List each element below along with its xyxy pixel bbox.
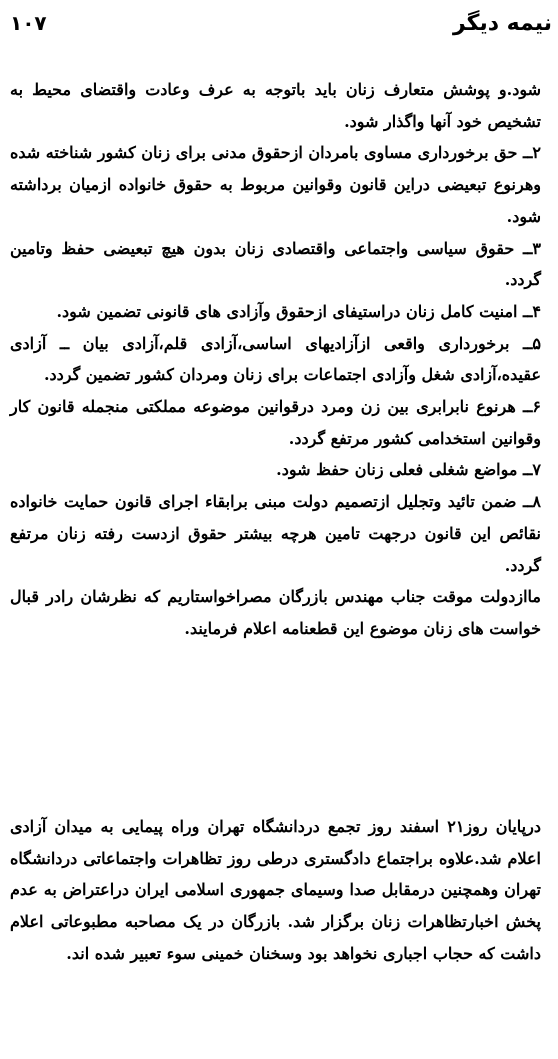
resolution-closing-paragraph: ماازدولت موقت جناب مهندس بازرگان مصراخواستاریم که نظرشان رادر قبال خواست های زنان موضوع این قطعنامه اعلام فرمایند.	[10, 587, 541, 638]
resolution-item-2: ۲ــ حق برخورداری مساوی بامردان ازحقوق مدنی برای زنان کشور شناخته شده وهرنوع تبعیضی دراین قانون وقوانین مربوط به حقوق خانواده ازمیان برداشته شود.	[10, 143, 541, 226]
resolution-item-6: ۶ــ هرنوع نابرابری بین زن ومرد درقوانین موضوعه مملکتی منجمله قانون کار وقوانین استخدامی کشور مرتفع گردد.	[10, 397, 541, 448]
resolution-item-4: ۴ــ امنیت کامل زنان دراستیفای ازحقوق وآزادی های قانونی تضمین شود.	[56, 301, 541, 321]
resolution-item-7: ۷ــ مواضع شغلی فعلی زنان حفظ شود.	[276, 460, 541, 480]
running-title: نیمه دیگر	[452, 10, 552, 36]
narrative-text	[10, 811, 541, 970]
resolution-text	[10, 74, 541, 645]
page-number: ۱۰۷	[10, 11, 47, 35]
resolution-item-8: ۸ــ ضمن تائید وتجلیل ازتصمیم دولت مبنی برابقاء اجرای قانون حمایت خانواده نقائص این قانون درجهت تامین هرچه بیشتر حقوق ازدست رفته زنان مرتفع گردد.	[10, 492, 541, 575]
page-header	[10, 6, 552, 40]
resolution-paragraph-continuation: شود.و پوشش متعارف زنان باید باتوجه به عرف وعادت واقتضای محیط به تشخیص خود آنها واگذار شود.	[10, 80, 541, 131]
resolution-item-5: ۵ــ برخورداری واقعی ازآزادیهای اساسی،آزادی قلم،آزادی بیان ــ آزادی عقیده،آزادی شغل وآزادی اجتماعات برای زنان ومردان کشور تضمین گردد.	[10, 333, 541, 385]
resolution-item-3: ۳ــ حقوق سیاسی واجتماعی واقتصادی زنان بدون هیچ تبعیضی حفظ وتامین گردد.	[10, 238, 541, 290]
narrative-paragraph: درپایان روز۲۱ اسفند روز تجمع دردانشگاه تهران وراه پیمایی به میدان آزادی اعلام شد.علاوه براجتماع دادگستری درطی روز تظاهرات واجتماعاتی دردانشگاه تهران وهمچنین درمقابل صدا وسیمای جمهوری اسلامی ایران دراعتراض به عدم پخش اخبارتظاهرات زنان برگزار شد. بازرگان در یک مصاحبه مطبوعاتی اعلام داشت که حجاب اجباری نخواهد بود وسخنان خمینی سوء تعبیر شده اند.	[10, 817, 541, 963]
